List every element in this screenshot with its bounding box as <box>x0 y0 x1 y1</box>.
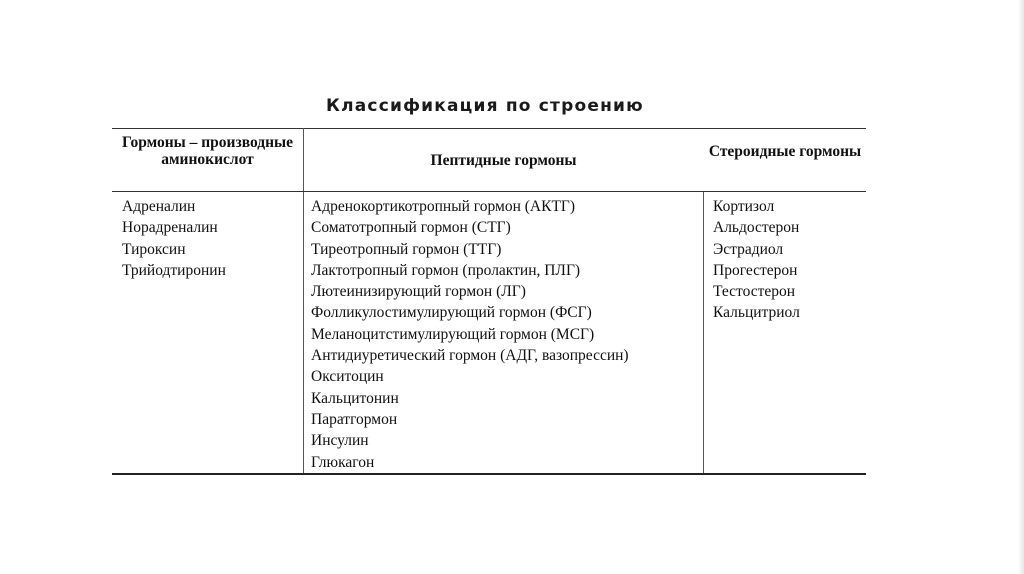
list-item: Тиреотропный гормон (ТТГ) <box>311 240 502 258</box>
steroid-hormones-list <box>713 196 800 324</box>
classification-table <box>112 128 866 476</box>
list-item: Тироксин <box>122 240 186 258</box>
list-item: Трийодтиронин <box>122 261 226 279</box>
header-steroid-hormones: Стероидные гормоны <box>708 143 862 160</box>
table-bottom-rule <box>112 473 866 475</box>
peptide-hormones-list <box>311 196 629 473</box>
slide-title: Классификация по строению <box>326 96 644 116</box>
list-item: Кортизол <box>713 198 775 215</box>
column-divider <box>303 192 304 473</box>
list-item: Адреналин <box>122 198 196 215</box>
list-item: Альдостерон <box>713 219 800 237</box>
list-item: Кальцитонин <box>311 389 399 407</box>
list-item: Глюкагон <box>311 453 375 471</box>
list-item: Инсулин <box>311 432 369 450</box>
list-item: Паратгормон <box>311 410 398 428</box>
list-item: Антидиуретический гормон (АДГ, вазопрессин) <box>311 347 629 365</box>
header-amino-acid-hormones: Гормоны – производные аминокислот <box>121 134 294 168</box>
list-item: Лактотропный гормон (пролактин, ПЛГ) <box>311 261 581 279</box>
list-item: Тестостерон <box>713 283 796 301</box>
list-item: Прогестерон <box>713 261 798 279</box>
list-item: Соматотропный гормон (СТГ) <box>311 219 511 237</box>
table-header-rule <box>112 191 866 192</box>
table-top-rule <box>112 128 866 129</box>
list-item: Лютеинизирующий гормон (ЛГ) <box>311 283 526 301</box>
list-item: Норадреналин <box>122 219 218 237</box>
list-item: Кальцитриол <box>713 304 800 322</box>
column-divider <box>703 192 704 473</box>
list-item: Фолликулостимулирующий гормон (ФСГ) <box>311 304 592 322</box>
list-item: Окситоцин <box>311 368 384 386</box>
header-peptide-hormones: Пептидные гормоны <box>430 152 577 169</box>
list-item: Адренокортикотропный гормон (АКТГ) <box>311 198 576 215</box>
list-item: Меланоцитстимулирующий гормон (МСГ) <box>311 325 595 343</box>
list-item: Эстрадиол <box>713 240 784 258</box>
amino-acid-hormones-list <box>122 196 226 281</box>
slide-edge-shadow <box>1018 0 1024 574</box>
